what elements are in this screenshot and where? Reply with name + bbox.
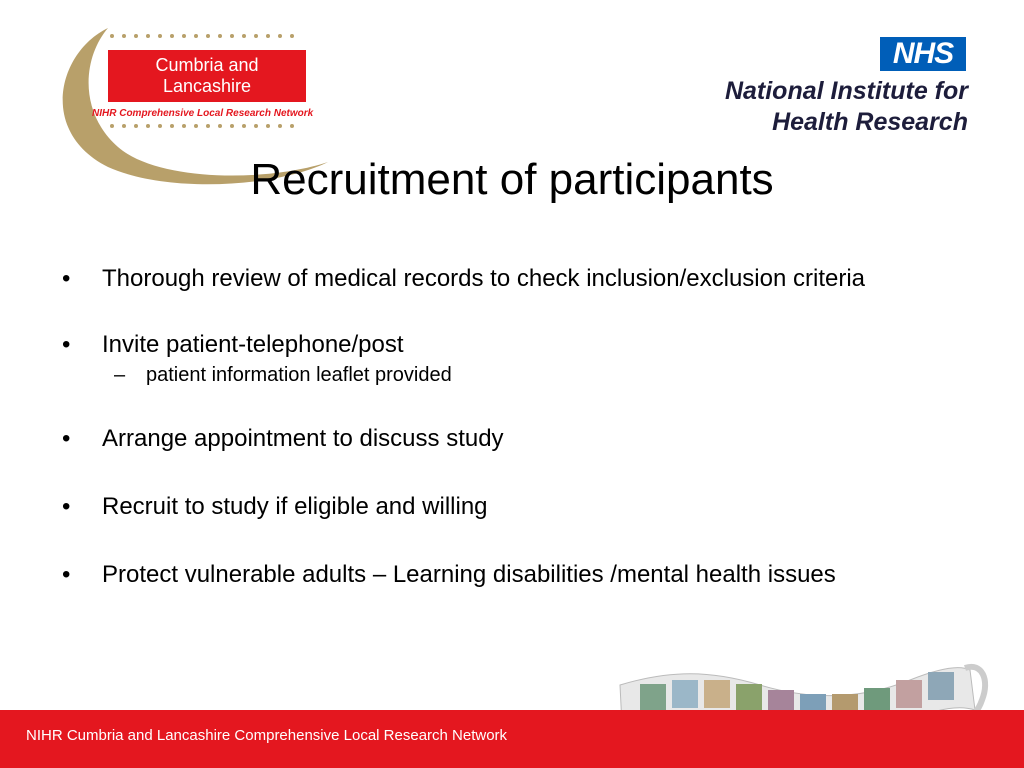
bullet-icon: • bbox=[62, 331, 71, 358]
nihr-title: National Institute for Health Research bbox=[724, 77, 968, 136]
bullet-text: Protect vulnerable adults – Learning disabilities /mental health issues bbox=[102, 561, 836, 588]
bullet-list bbox=[58, 265, 938, 589]
clrn-subtitle: NIHR Comprehensive Local Research Network bbox=[92, 108, 314, 119]
clrn-name-line-1: Cumbria and bbox=[155, 55, 259, 75]
clrn-name-box bbox=[108, 50, 306, 102]
bullet-text: Recruit to study if eligible and willing bbox=[102, 493, 488, 520]
bullet-text: Thorough review of medical records to check inclusion/exclusion criteria bbox=[102, 265, 866, 292]
footer-text: NIHR Cumbria and Lancashire Comprehensive Local Research Network bbox=[26, 727, 508, 744]
bullet-item bbox=[58, 425, 938, 453]
bullet-icon: • bbox=[62, 265, 71, 292]
footer-bar bbox=[0, 710, 1024, 768]
bullet-item bbox=[58, 561, 938, 589]
bullet-text: Arrange appointment to discuss study bbox=[102, 425, 504, 452]
bullet-icon: • bbox=[62, 561, 71, 588]
bullet-icon: • bbox=[62, 425, 71, 452]
sub-bullet-text: patient information leaflet provided bbox=[146, 364, 452, 386]
clrn-name-line-2: Lancashire bbox=[162, 76, 252, 96]
nhs-badge: NHS bbox=[880, 37, 966, 71]
bullet-text: Invite patient-telephone/post bbox=[102, 331, 404, 358]
dash-icon: – bbox=[114, 364, 126, 386]
bullet-item bbox=[58, 493, 938, 521]
slide-title: Recruitment of participants bbox=[250, 155, 774, 204]
bullet-icon: • bbox=[62, 493, 71, 520]
bullet-item bbox=[58, 265, 938, 293]
bullet-item bbox=[58, 331, 938, 359]
sub-bullet-item bbox=[58, 361, 938, 389]
